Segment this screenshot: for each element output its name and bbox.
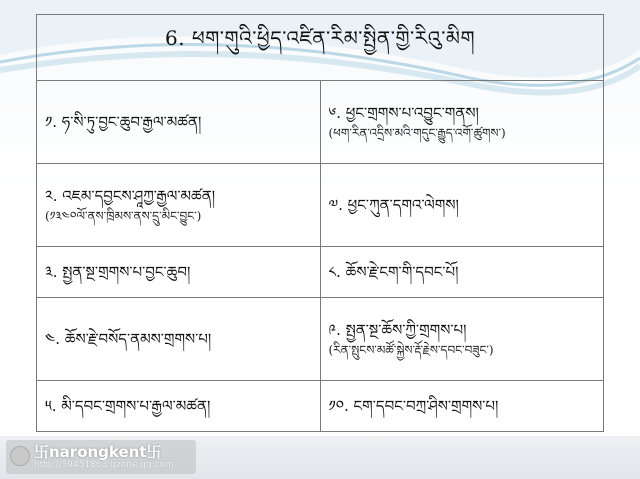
cell-main: ༨. ཆོས་རྗེ་ངག་གི་དབང་པོ། [328, 262, 459, 281]
cell-main: ༤. ཆོས་རྗེ་བསོད་ནམས་གྲགས་པ། [45, 329, 212, 348]
cell-sub: (ཕག་རིན་འདྲིས་མའི་གདུང་རྒྱུད་འགོ་ཚུགས་) [328, 125, 506, 140]
cell-main: ༩. སྤྱན་སྔ་ཆོས་ཀྱི་གྲགས་པ། [328, 320, 467, 339]
table-cell [320, 380, 604, 431]
cell-main: ༧. ཕྱང་ཀུན་དགའ་ལེགས། [328, 195, 459, 214]
user-icon [10, 446, 30, 466]
cell-sub: (༡༣༤༠ལོ་ནས་ཁྲིམས་ནས་དྲུ་མིང་བྱུང་) [45, 208, 202, 223]
cell-main: ༡༠. ངག་དབང་བཀྲ་ཤིས་གྲགས་པ། [328, 396, 499, 415]
cell-main: ༦. ཕྱང་གྲགས་པ་འབྱུང་གནས། [328, 103, 479, 122]
table-row [37, 380, 604, 431]
table-cell [37, 297, 321, 380]
slide-title: 6. ཕག་གུའི་ཕྱིད་འཛིན་རིམ་སྤྱིན་གྱི་རིའུ་མིག [164, 26, 476, 50]
table-row [37, 163, 604, 246]
table-cell [37, 246, 321, 297]
table-cell [320, 246, 604, 297]
table-cell [320, 163, 604, 246]
table-row [37, 297, 604, 380]
cell-main: ༥. མི་དབང་གྲགས་པ་རྒྱལ་མཚན། [45, 396, 211, 415]
lineage-table [36, 80, 604, 432]
watermark-name: 卐narongkent卐 [34, 443, 162, 461]
table-cell [37, 380, 321, 431]
cell-main: ༣. སྤྱན་སྔ་གྲགས་པ་བྱང་ཆུབ། [45, 262, 191, 281]
table-cell [37, 163, 321, 246]
table-cell [320, 81, 604, 164]
cell-main: ༡. ཧ་སི་ཏུ་བྱང་ཆུབ་རྒྱལ་མཚན། [45, 112, 202, 131]
cell-sub: (རིན་སྤུངས་མཚོ་སྐྱེས་རྡོ་རྗེས་དབང་བཟུང་) [328, 342, 494, 357]
cell-main: ༢. འཇམ་དབྱངས་ཤཱཀྱ་རྒྱལ་མཚན། [45, 186, 216, 205]
table-cell [37, 81, 321, 164]
table-row [37, 246, 604, 297]
table-cell [320, 297, 604, 380]
table-row [37, 81, 604, 164]
watermark-url: http://59451863.qzone.qq.com [34, 460, 174, 470]
